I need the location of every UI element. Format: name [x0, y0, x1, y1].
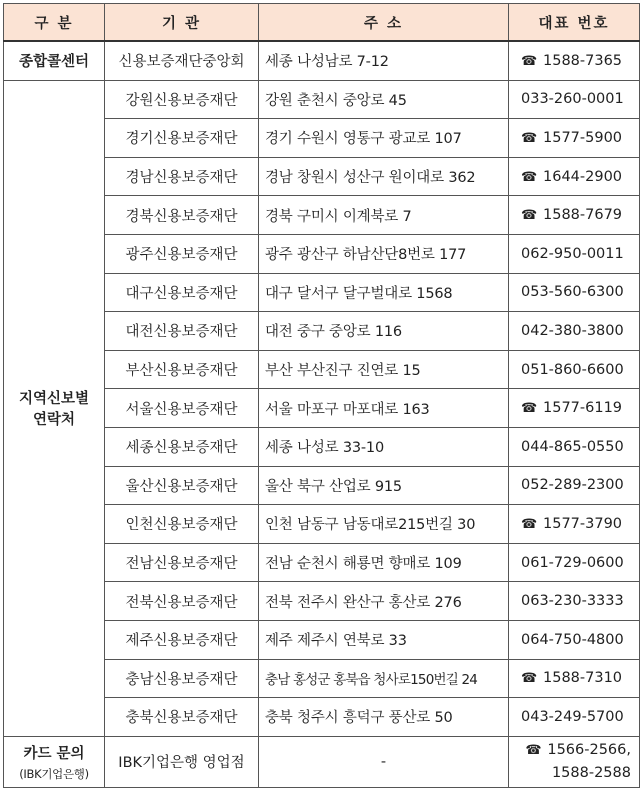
card-tel-2: 1588-2588: [551, 765, 631, 782]
regional-tel: 1577-3790: [543, 515, 623, 532]
regional-tel: 063-230-3333: [521, 593, 624, 610]
central-org: 신용보증재단중앙회: [105, 41, 259, 80]
regional-tel-cell: [509, 543, 640, 582]
regional-tel-cell: [509, 389, 640, 428]
regional-tel-cell: [509, 234, 640, 273]
regional-tel: 1644-2900: [543, 168, 623, 185]
regional-org: 인천신용보증재단: [105, 505, 259, 544]
central-category: 종합콜센터: [4, 41, 105, 80]
card-category-sub: (IBK기업은행): [19, 766, 89, 781]
card-category: [4, 736, 105, 787]
regional-tel: 1577-5900: [543, 129, 623, 146]
regional-address: 충남 홍성군 홍북읍 청사로150번길 24: [259, 659, 509, 698]
phone-icon: ☎: [521, 208, 538, 224]
card-row: [4, 736, 640, 787]
regional-tel-cell: [509, 312, 640, 351]
regional-org: 서울신용보증재단: [105, 389, 259, 428]
regional-tel: 052-289-2300: [521, 477, 624, 494]
regional-tel: 044-865-0550: [521, 438, 624, 455]
regional-tel: 043-249-5700: [521, 708, 624, 725]
regional-tel-cell: [509, 196, 640, 235]
regional-org: 충남신용보증재단: [105, 659, 259, 698]
regional-org: 대구신용보증재단: [105, 273, 259, 312]
regional-tel-cell: [509, 620, 640, 659]
regional-tel-cell: [509, 582, 640, 621]
regional-tel: 1588-7679: [543, 207, 623, 224]
regional-tel: 1577-6119: [543, 400, 623, 417]
regional-address: 강원 춘천시 중앙로 45: [259, 80, 509, 119]
regional-address: 대전 중구 중앙로 116: [259, 312, 509, 351]
regional-org: 경북신용보증재단: [105, 196, 259, 235]
card-org: IBK기업은행 영업점: [105, 736, 259, 787]
regional-org: 경남신용보증재단: [105, 157, 259, 196]
regional-row: [4, 80, 640, 119]
header-category: 구 분: [4, 4, 105, 42]
regional-address: 제주 제주시 연북로 33: [259, 620, 509, 659]
regional-address: 전남 순천시 해룡면 향매로 109: [259, 543, 509, 582]
regional-address: 경기 수원시 영통구 광교로 107: [259, 119, 509, 158]
card-tel-cell: [509, 736, 640, 787]
card-address: -: [259, 736, 509, 787]
regional-tel-cell: [509, 466, 640, 505]
regional-address: 전북 전주시 완산구 홍산로 276: [259, 582, 509, 621]
regional-address: 경남 창원시 성산구 원이대로 362: [259, 157, 509, 196]
regional-tel: 061-729-0600: [521, 554, 624, 571]
regional-org: 광주신용보증재단: [105, 234, 259, 273]
regional-org: 제주신용보증재단: [105, 620, 259, 659]
regional-tel: 033-260-0001: [521, 91, 624, 108]
regional-address: 충북 청주시 흥덕구 풍산로 50: [259, 698, 509, 737]
regional-category-line2: 연락처: [32, 412, 76, 429]
regional-org: 부산신용보증재단: [105, 350, 259, 389]
regional-tel-cell: [509, 698, 640, 737]
regional-address: 경북 구미시 이계북로 7: [259, 196, 509, 235]
regional-org: 전북신용보증재단: [105, 582, 259, 621]
phone-icon: ☎: [521, 130, 538, 146]
header-tel: 대표 번호: [509, 4, 640, 42]
phone-icon: ☎: [525, 743, 542, 759]
phone-icon: ☎: [521, 516, 538, 532]
header-row: [4, 4, 640, 42]
regional-org: 충북신용보증재단: [105, 698, 259, 737]
regional-address: 세종 나성로 33-10: [259, 427, 509, 466]
regional-address: 인천 남동구 남동대로215번길 30: [259, 505, 509, 544]
central-tel-cell: [509, 41, 640, 80]
regional-category-line1: 지역신보별: [18, 391, 90, 408]
regional-tel-cell: [509, 157, 640, 196]
regional-org: 대전신용보증재단: [105, 312, 259, 351]
phone-icon: ☎: [521, 53, 538, 69]
regional-address: 서울 마포구 마포대로 163: [259, 389, 509, 428]
regional-org: 전남신용보증재단: [105, 543, 259, 582]
card-category-label: 카드 문의: [23, 745, 85, 762]
regional-tel-cell: [509, 505, 640, 544]
regional-tel: 051-860-6600: [521, 361, 624, 378]
header-org: 기 관: [105, 4, 259, 42]
regional-tel: 062-950-0011: [521, 245, 624, 262]
regional-tel-cell: [509, 659, 640, 698]
regional-tel: 1588-7310: [543, 670, 623, 687]
central-address: 세종 나성남로 7-12: [259, 41, 509, 80]
phone-icon: ☎: [521, 401, 538, 417]
regional-org: 강원신용보증재단: [105, 80, 259, 119]
regional-tel-cell: [509, 80, 640, 119]
regional-tel-cell: [509, 273, 640, 312]
regional-tel-cell: [509, 350, 640, 389]
phone-icon: ☎: [521, 169, 538, 185]
regional-address: 부산 부산진구 진연로 15: [259, 350, 509, 389]
regional-category: [4, 80, 105, 736]
regional-tel: 064-750-4800: [521, 631, 624, 648]
regional-org: 울산신용보증재단: [105, 466, 259, 505]
header-address: 주 소: [259, 4, 509, 42]
central-row: [4, 41, 640, 80]
regional-address: 대구 달서구 달구벌대로 1568: [259, 273, 509, 312]
regional-org: 경기신용보증재단: [105, 119, 259, 158]
regional-tel-cell: [509, 427, 640, 466]
phone-icon: ☎: [521, 671, 538, 687]
contact-table: [3, 3, 640, 788]
regional-tel: 053-560-6300: [521, 284, 624, 301]
regional-address: 울산 북구 산업로 915: [259, 466, 509, 505]
regional-tel: 042-380-3800: [521, 322, 624, 339]
card-tel-1: 1566-2566,: [547, 742, 631, 759]
regional-tel-cell: [509, 119, 640, 158]
regional-address: 광주 광산구 하남산단8번로 177: [259, 234, 509, 273]
regional-org: 세종신용보증재단: [105, 427, 259, 466]
central-tel: 1588-7365: [543, 52, 623, 69]
